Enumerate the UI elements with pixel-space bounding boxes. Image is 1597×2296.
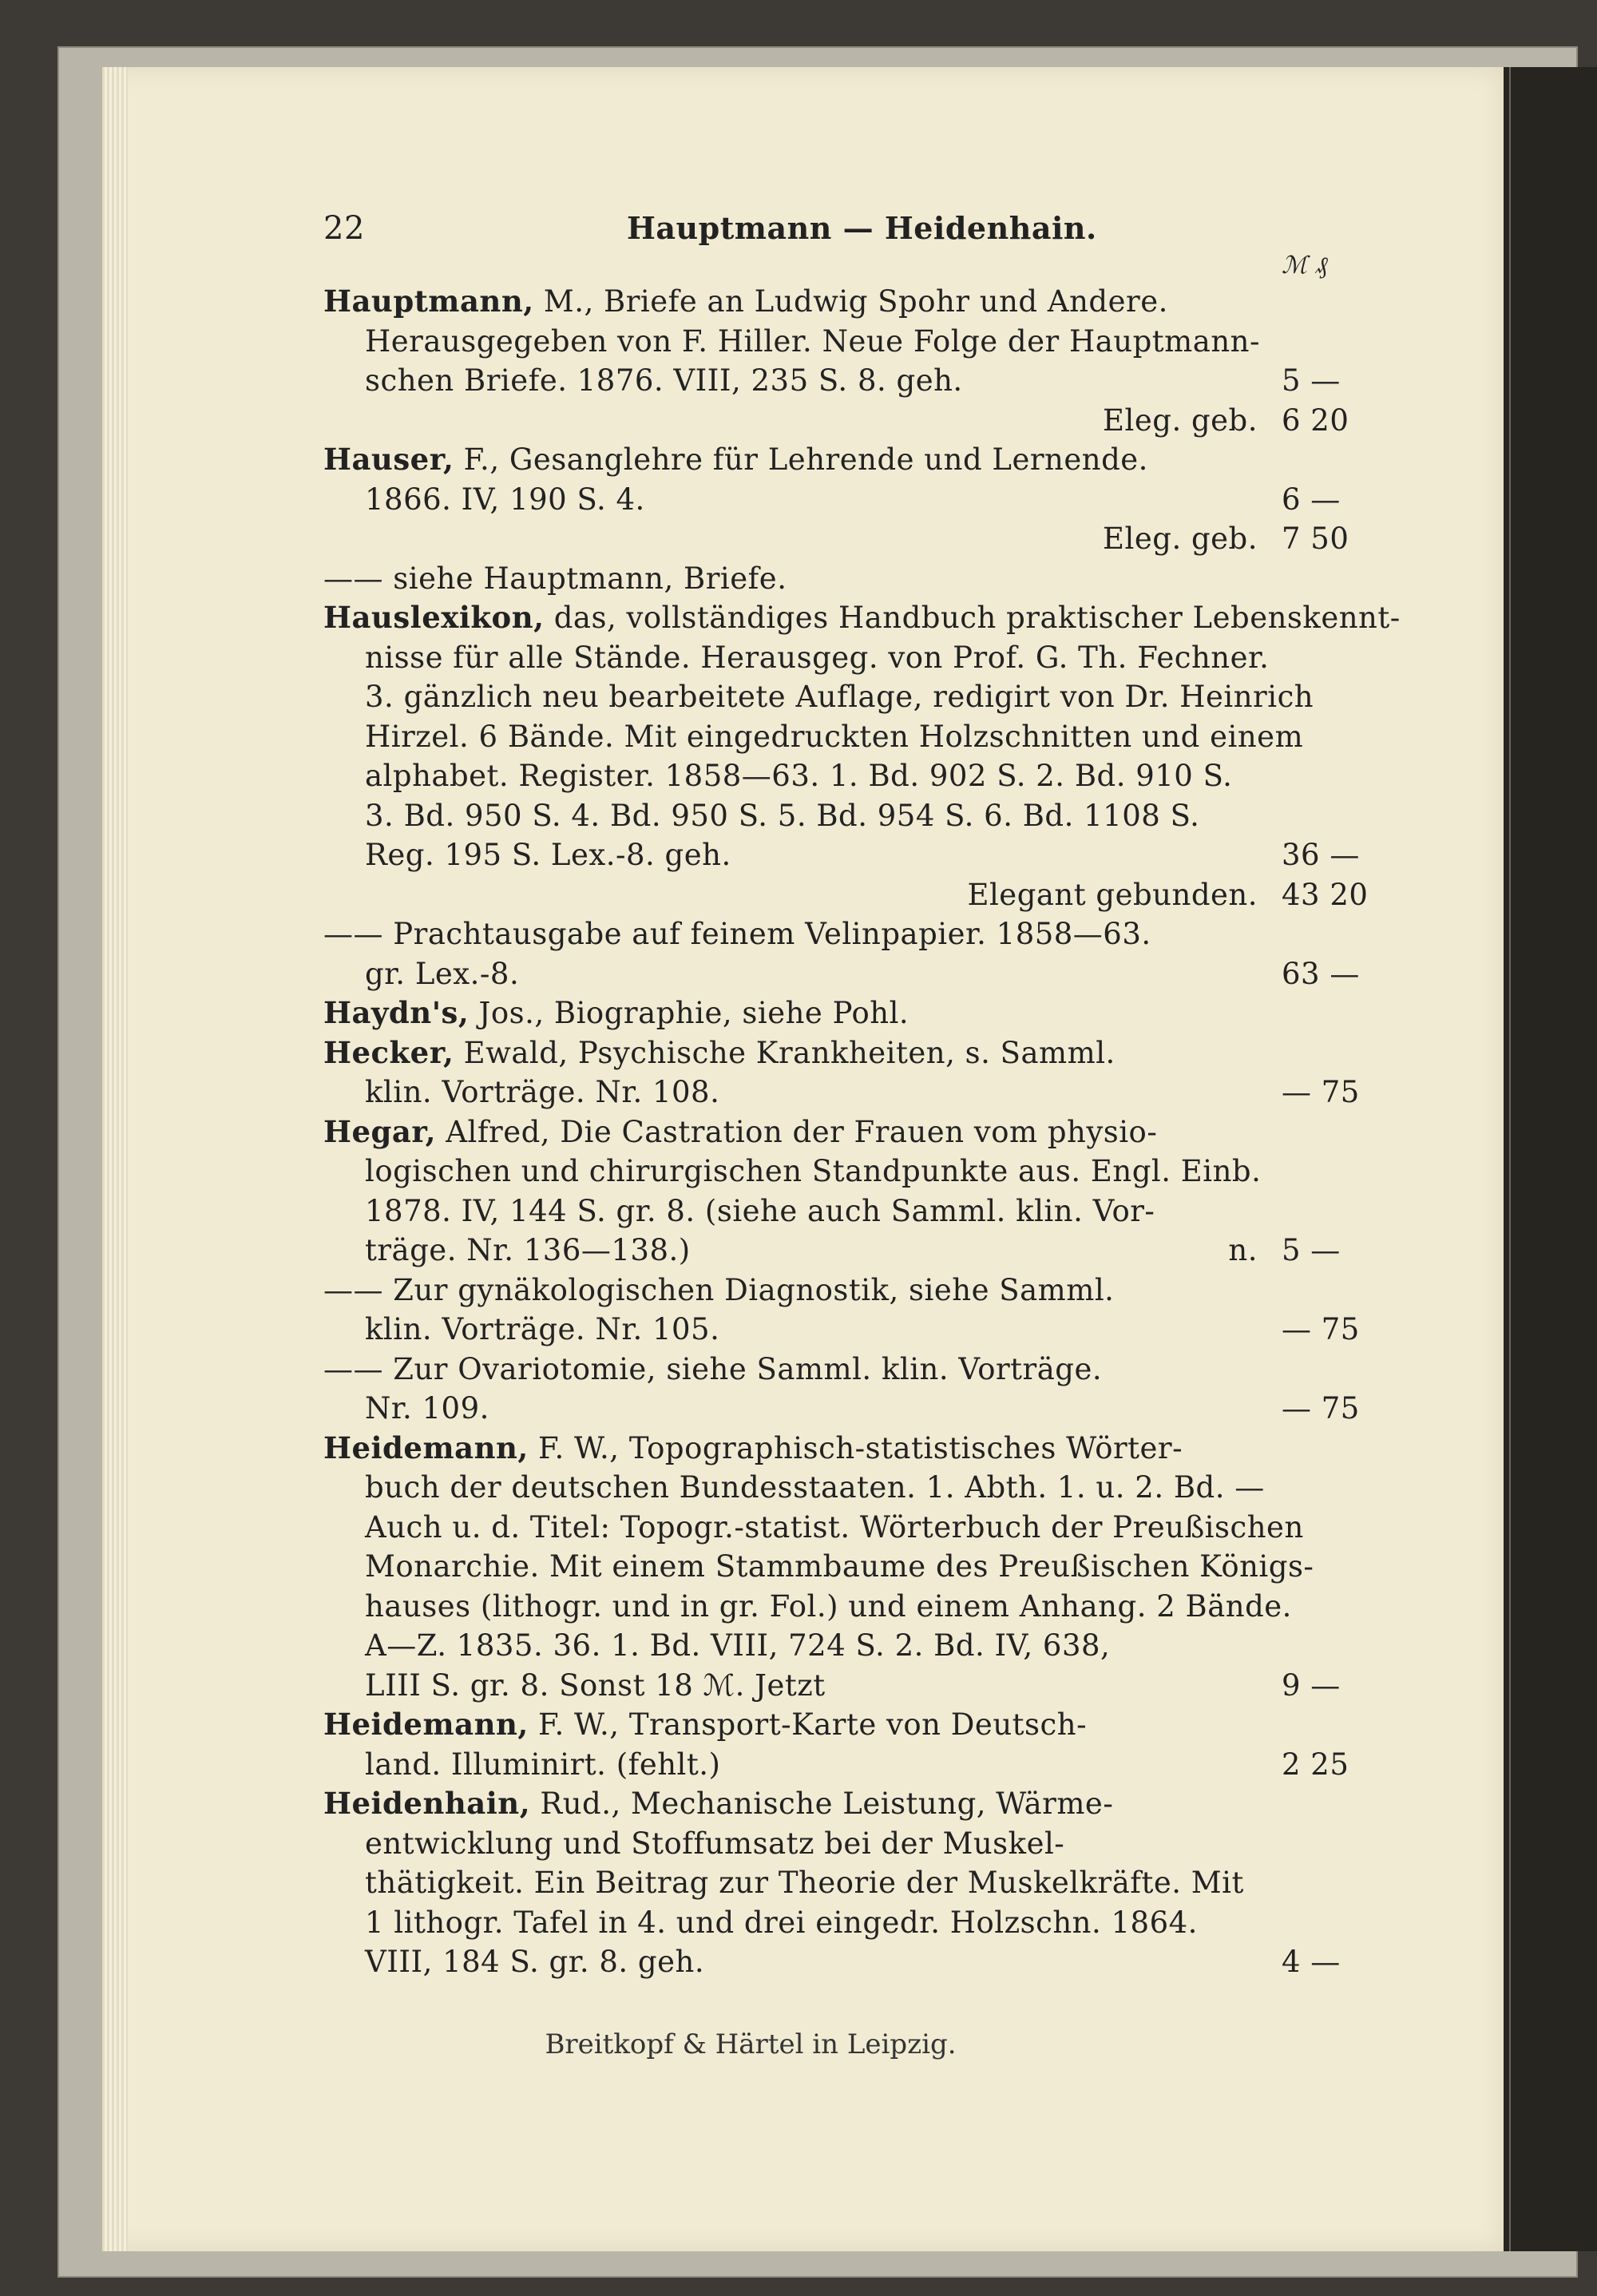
price: 6 20 [1282, 402, 1349, 438]
entry-line [323, 1745, 1361, 1785]
entry-text: das, vollständiges Handbuch praktischer Lebenskennt- [544, 601, 1401, 635]
entry-line [323, 282, 1361, 322]
entry-text: träge. Nr. 136—138.) [365, 1233, 691, 1267]
running-title: Hauptmann — Heidenhain. [627, 210, 1097, 246]
catalog-entries [323, 282, 1401, 1982]
entry-text: logischen und chirurgischen Standpunkte aus. Engl. Einb. [365, 1154, 1262, 1188]
page-gutter [1509, 67, 1511, 2251]
entry-text: —— Zur gynäkologischen Diagnostik, siehe Samml. [323, 1272, 1115, 1307]
entry-text: F., Gesanglehre für Lehrende und Lernende. [454, 442, 1148, 477]
entry-lemma: Hecker, [323, 1034, 454, 1070]
entry-line [323, 440, 1361, 480]
entry-text: Auch u. d. Titel: Topogr.-statist. Wörterbuch der Preußischen [365, 1509, 1304, 1545]
entry-lemma: Heidemann, [323, 1707, 529, 1742]
price: — 75 [1282, 1312, 1360, 1346]
entry-text: klin. Vorträge. Nr. 105. [365, 1312, 720, 1346]
entry-text: klin. Vorträge. Nr. 108. [365, 1075, 720, 1109]
entry-text: entwicklung und Stoffumsatz bei der Muskel- [365, 1826, 1065, 1861]
entry-line [323, 993, 1361, 1033]
entry-line [323, 598, 1401, 638]
binding-note: Eleg. geb. [1103, 402, 1258, 438]
entry-text: —— Zur Ovariotomie, siehe Samml. klin. Vorträge. [323, 1351, 1103, 1386]
entry-line [323, 1863, 1361, 1903]
entry-text: Nr. 109. [365, 1391, 489, 1426]
net-note: n. [1228, 1233, 1258, 1267]
entry-text: 3. gänzlich neu bearbeitete Auflage, redigirt von Dr. Heinrich [365, 680, 1314, 714]
price: 5 — [1282, 363, 1341, 398]
entry-line [323, 1271, 1361, 1311]
entry-line [323, 401, 1361, 441]
currency-header: ℳ ₰ [1282, 252, 1329, 280]
catalog-entry [323, 993, 1361, 1033]
entry-line [323, 480, 1361, 520]
entry-lemma: Hauptmann, [323, 284, 534, 319]
catalog-entry [323, 282, 1361, 440]
entry-text: Hirzel. 6 Bände. Mit eingedruckten Holzschnitten und einem [365, 719, 1304, 754]
price: 7 50 [1282, 521, 1349, 556]
catalog-entry [323, 1429, 1361, 1706]
price: 63 — [1282, 956, 1360, 991]
entry-lemma: Heidemann, [323, 1430, 529, 1465]
entry-line [323, 1942, 1361, 1982]
entry-text: Jos., Biographie, siehe Pohl. [469, 996, 909, 1030]
price: 43 20 [1282, 877, 1369, 912]
entry-line [323, 1705, 1361, 1745]
entry-text: M., Briefe an Ludwig Spohr und Andere. [533, 284, 1168, 319]
entry-lemma: Haydn's, [323, 995, 470, 1030]
entry-text: Alfred, Die Castration der Frauen vom physio- [436, 1114, 1158, 1149]
entry-line [323, 1508, 1361, 1548]
entry-text: 1 lithogr. Tafel in 4. und drei eingedr. Holzschn. 1864. [365, 1905, 1198, 1940]
entry-line [323, 1310, 1361, 1350]
entry-text: Ewald, Psychische Krankheiten, s. Samml. [454, 1035, 1116, 1070]
entry-line [323, 1784, 1361, 1824]
entry-text: Herausgegeben von F. Hiller. Neue Folge der Hauptmann- [365, 323, 1260, 359]
entry-text: F. W., Transport-Karte von Deutsch- [528, 1707, 1088, 1742]
entry-line [323, 1033, 1361, 1073]
entry-line [323, 1429, 1361, 1469]
next-page-edge [1504, 67, 1597, 2251]
entry-text: alphabet. Register. 1858—63. 1. Bd. 902 S. 2. Bd. 910 S. [365, 759, 1233, 793]
entry-line [323, 1666, 1361, 1706]
catalog-entry [323, 440, 1361, 598]
price: — 75 [1282, 1075, 1360, 1109]
binding-note: Eleg. geb. [1103, 521, 1258, 556]
entry-lemma: Hegar, [323, 1113, 437, 1149]
entry-line [323, 322, 1361, 362]
catalog-entry [323, 1033, 1361, 1112]
entry-text: Reg. 195 S. Lex.-8. geh. [365, 838, 731, 872]
catalog-entry [323, 1112, 1361, 1429]
entry-line [323, 1231, 1361, 1271]
entry-line [323, 1112, 1361, 1152]
entry-line [323, 1350, 1361, 1390]
entry-text: A—Z. 1835. 36. 1. Bd. VIII, 724 S. 2. Bd. IV, 638, [365, 1628, 1111, 1663]
entry-line [323, 1626, 1361, 1666]
entry-lemma: Hauslexikon, [323, 600, 545, 635]
entry-line [323, 875, 1369, 915]
entry-text: Monarchie. Mit einem Stammbaume des Preußischen Königs- [365, 1549, 1314, 1584]
entry-line [323, 1389, 1361, 1429]
price: 5 — [1282, 1233, 1341, 1267]
entry-line [323, 1587, 1361, 1627]
entry-line [323, 796, 1361, 836]
entry-text: LIII S. gr. 8. Sonst 18 ℳ. Jetzt [365, 1667, 826, 1703]
entry-text: Rud., Mechanische Leistung, Wärme- [530, 1786, 1114, 1821]
entry-line [323, 519, 1361, 559]
entry-text: gr. Lex.-8. [365, 956, 520, 991]
catalog-entry [323, 598, 1401, 993]
entry-line [323, 1903, 1361, 1943]
entry-text: 1878. IV, 144 S. gr. 8. (siehe auch Samml. klin. Vor- [365, 1193, 1155, 1228]
entry-line [323, 361, 1361, 401]
price: 9 — [1282, 1667, 1341, 1703]
entry-line [323, 835, 1361, 875]
catalog-entry [323, 1705, 1361, 1784]
entry-text: 1866. IV, 190 S. 4. [365, 482, 645, 517]
binding-note: Elegant gebunden. [967, 877, 1258, 912]
entry-line [323, 1468, 1361, 1508]
running-header [323, 204, 1361, 252]
entry-line [323, 1073, 1361, 1112]
price: 2 25 [1282, 1747, 1349, 1782]
entry-line [323, 1152, 1361, 1192]
entry-text: —— siehe Hauptmann, Briefe. [323, 561, 787, 596]
entry-text: nisse für alle Stände. Herausgeg. von Prof. G. Th. Fechner. [365, 640, 1270, 675]
entry-text: buch der deutschen Bundesstaaten. 1. Abth. 1. u. 2. Bd. — [365, 1470, 1265, 1505]
entry-line [323, 677, 1361, 717]
entry-line [323, 1547, 1361, 1587]
entry-line [323, 638, 1361, 678]
entry-line [323, 559, 1361, 599]
price: 36 — [1282, 838, 1360, 872]
entry-text: schen Briefe. 1876. VIII, 235 S. 8. geh. [365, 363, 963, 398]
entry-line [323, 1824, 1361, 1864]
entry-line [323, 717, 1361, 757]
entry-line [323, 954, 1361, 994]
price: 4 — [1282, 1945, 1341, 1979]
entry-line [323, 914, 1361, 954]
entry-line [323, 1192, 1361, 1231]
entry-lemma: Hauser, [323, 442, 454, 477]
price: — 75 [1282, 1391, 1360, 1426]
entry-text: hauses (lithogr. und in gr. Fol.) und einem Anhang. 2 Bände. [365, 1588, 1292, 1624]
page-edge [102, 67, 128, 2251]
entry-line [323, 756, 1361, 796]
publisher-footer: Breitkopf & Härtel in Leipzig. [545, 2028, 957, 2060]
entry-text: F. W., Topographisch-statistisches Wörter- [528, 1430, 1183, 1465]
price: 6 — [1282, 482, 1341, 517]
entry-lemma: Heidenhain, [323, 1786, 531, 1821]
entry-text: thätigkeit. Ein Beitrag zur Theorie der Muskelkräfte. Mit [365, 1866, 1244, 1900]
entry-text: —— Prachtausgabe auf feinem Velinpapier. 1858—63. [323, 917, 1151, 951]
entry-text: land. Illuminirt. (fehlt.) [365, 1747, 721, 1782]
entry-text: 3. Bd. 950 S. 4. Bd. 950 S. 5. Bd. 954 S. 6. Bd. 1108 S. [365, 798, 1200, 833]
page-number: 22 [323, 210, 365, 247]
entry-text: VIII, 184 S. gr. 8. geh. [365, 1945, 705, 1979]
catalog-entry [323, 1784, 1361, 1982]
